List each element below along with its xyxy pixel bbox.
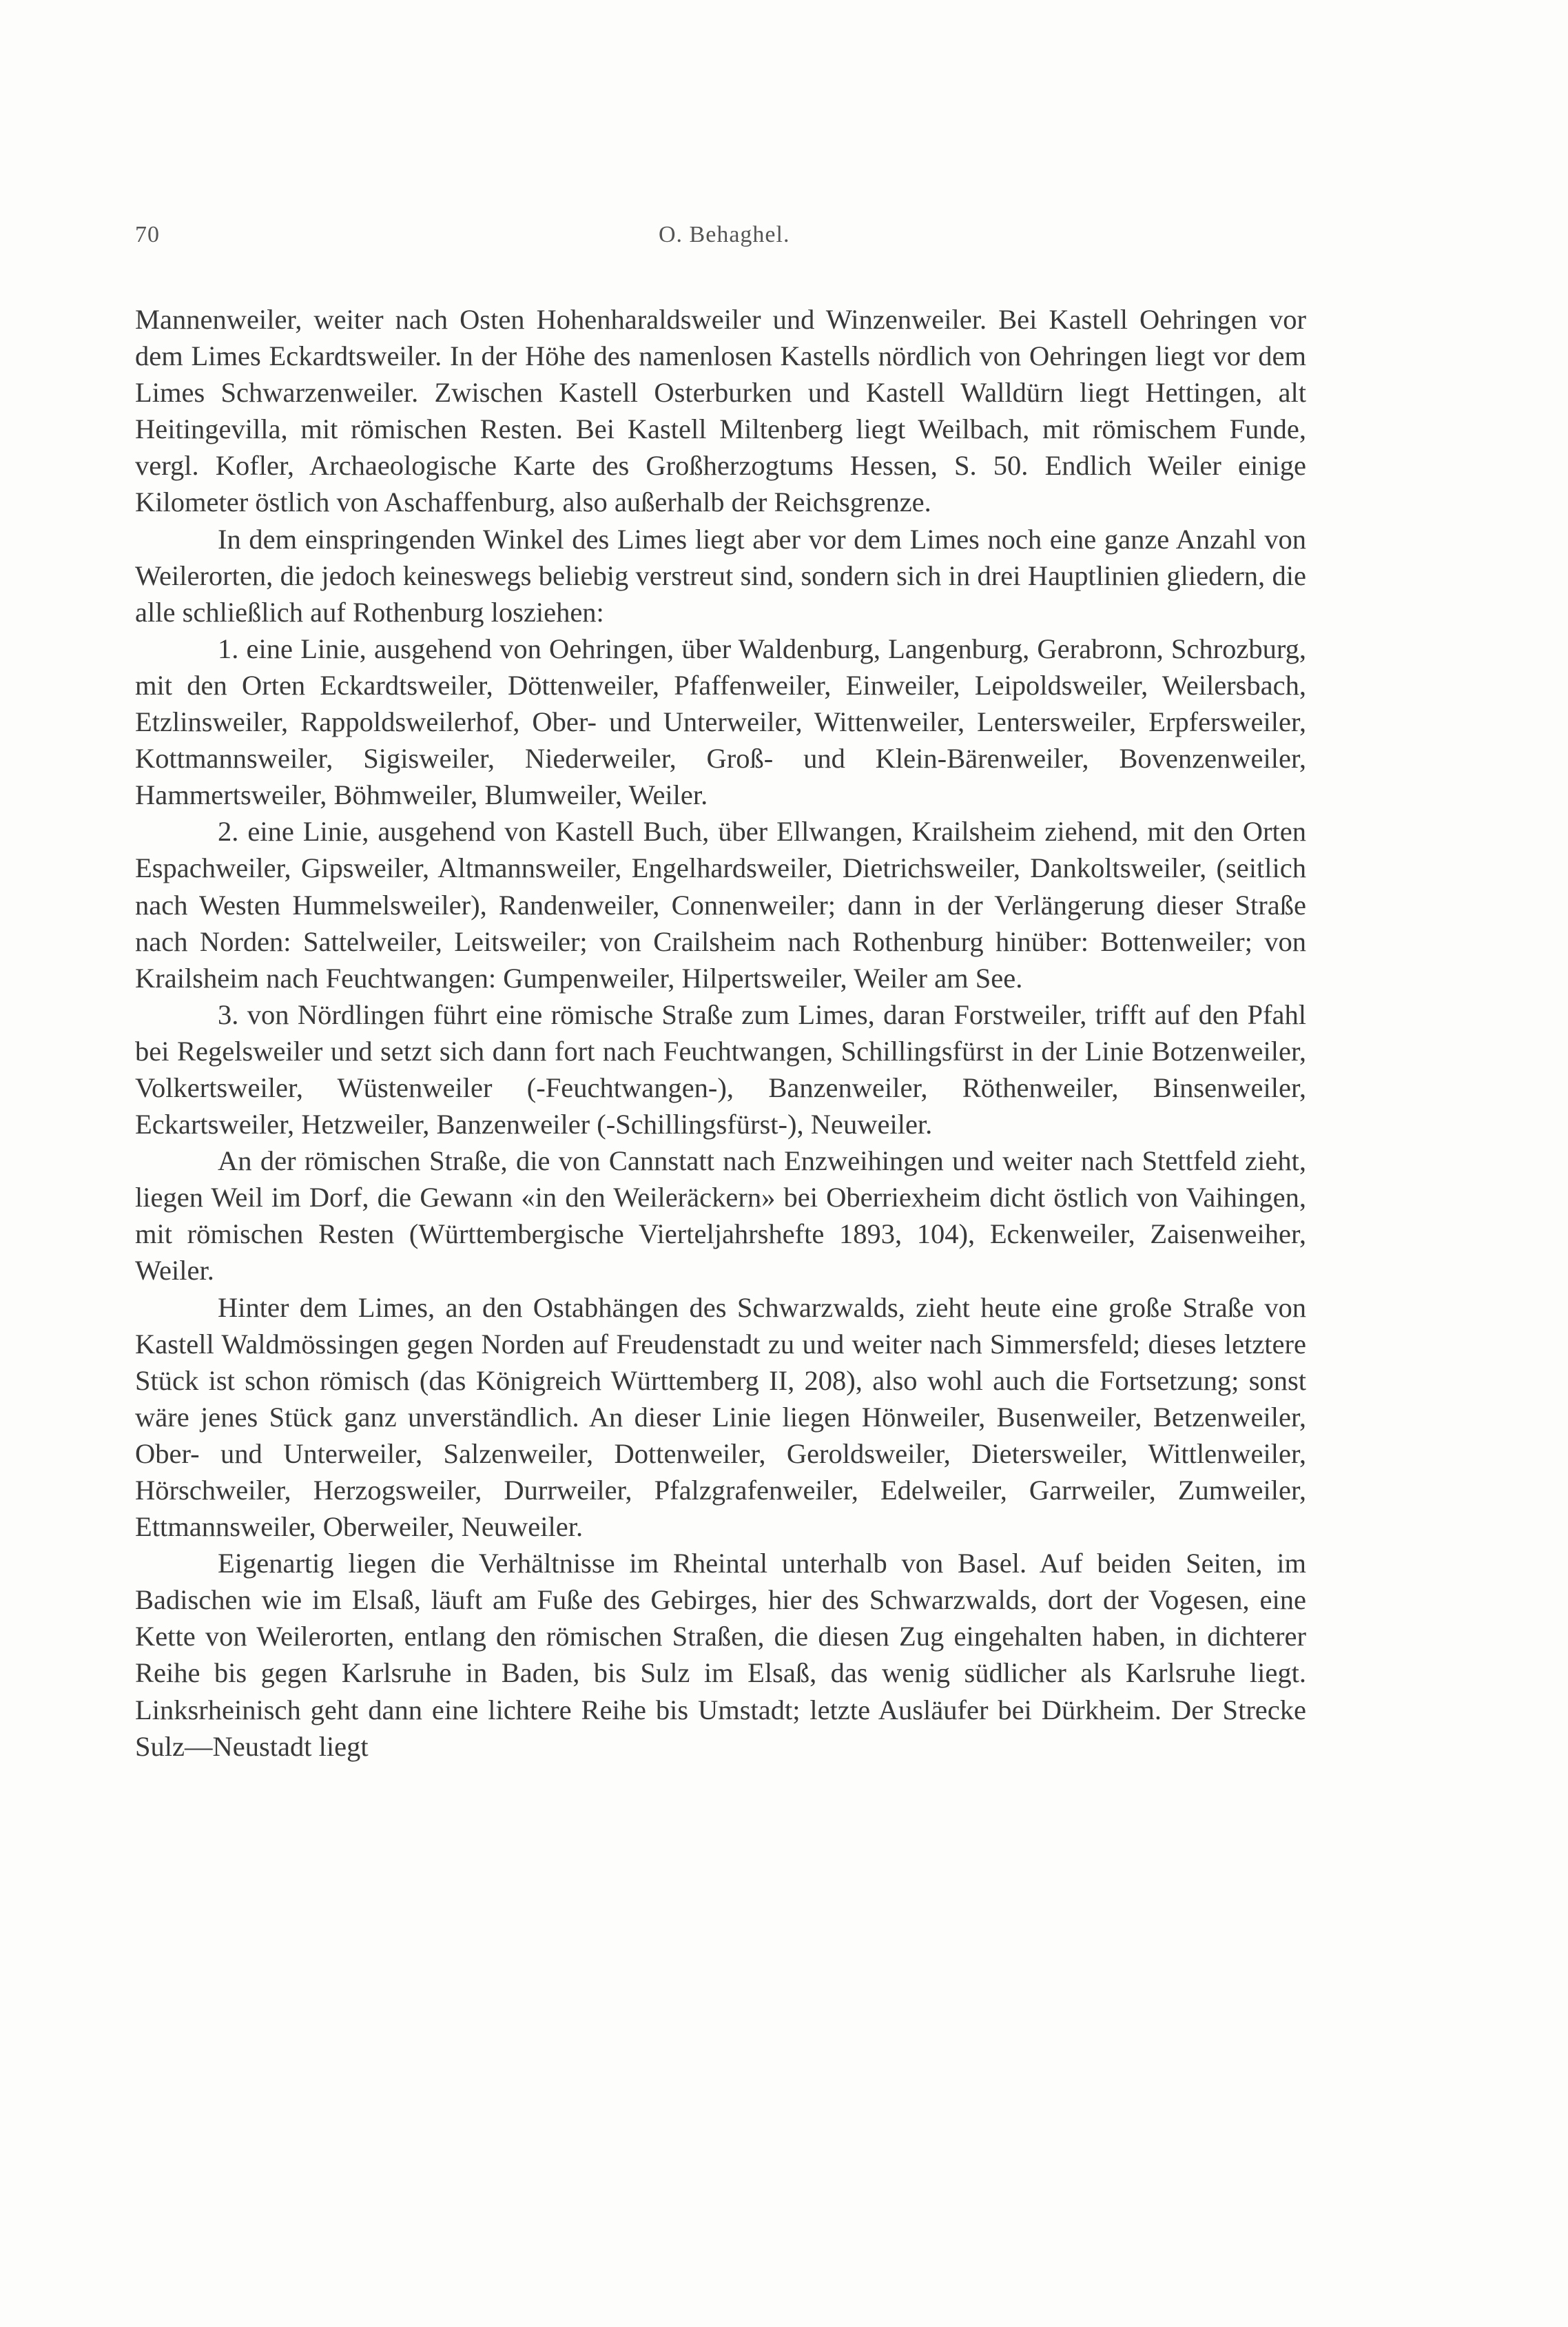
paragraph-line-1: 1. eine Linie, ausgehend von Oehringen, über Waldenburg, Langenburg, Gerabronn, Schrozburg, mit den Orten Eckardtsweiler, Döttenweiler, Pfaffenweiler, Einweiler, Leipoldsweiler, Weilersbach, Etzlinsweiler, Rappoldsweilerhof, Ober- und Unterweiler, Wittenweiler, Lentersweiler, Erpfersweiler, Kottmannsweiler, Sigisweiler, Niederweiler, Groß- und Klein-Bärenweiler, Bovenzenweiler, Hammertsweiler, Böhmweiler, Blumweiler, Weiler. — [135, 633, 1306, 811]
paragraph-cannstatt: An der römischen Straße, die von Cannstatt nach Enzweihingen und weiter nach Stettfeld zieht, liegen Weil im Dorf, die Gewann «in den Weileräckern» bei Oberriexheim dicht östlich von Vaihingen, mit römischen Resten (Württembergische Vierteljahrshefte 1893, 104), Eckenweiler, Zaisenweiher, Weiler. — [135, 1145, 1306, 1286]
paragraph-intro-list: In dem einspringenden Winkel des Limes liegt aber vor dem Limes noch eine ganze Anzahl von Weilerorten, die jedoch keineswegs beliebig verstreut sind, sondern sich in drei Hauptlinien gliedern, die alle schließlich auf Rothenburg losziehen: — [135, 523, 1306, 628]
running-head — [135, 222, 1306, 255]
body-text — [135, 301, 1306, 1765]
paragraph-schwarzwald: Hinter dem Limes, an den Ostabhängen des Schwarzwalds, zieht heute eine große Straße von Kastell Waldmössingen gegen Norden auf Freudenstadt zu und weiter nach Simmersfeld; dieses letztere Stück ist schon römisch (das Königreich Württemberg II, 208), also wohl auch die Fortsetzung; sonst wäre jenes Stück ganz unverständlich. An dieser Linie liegen Hönweiler, Busenweiler, Betzenweiler, Ober- und Unterweiler, Salzenweiler, Dottenweiler, Geroldsweiler, Dietersweiler, Wittlenweiler, Hörschweiler, Herzogsweiler, Durrweiler, Pfalzgrafenweiler, Edelweiler, Garrweiler, Zumweiler, Ettmannsweiler, Oberweiler, Neuweiler. — [135, 1291, 1306, 1543]
paragraph-continued: Mannenweiler, weiter nach Osten Hohenharaldsweiler und Winzenweiler. Bei Kastell Oehringen vor dem Limes Eckardtsweiler. In der Höhe des namenlosen Kastells nördlich von Oehringen liegt vor dem Limes Schwarzenweiler. Zwischen Kastell Osterburken und Kastell Walldürn liegt Hettingen, alt Heitingevilla, mit römischen Resten. Bei Kastell Miltenberg liegt Weilbach, mit römischem Funde, vergl. Kofler, Archaeologische Karte des Großherzogtums Hessen, S. 50. Endlich Weiler einige Kilometer östlich von Aschaffenburg, also außerhalb der Reichsgrenze. — [135, 304, 1306, 518]
running-head-author: O. Behaghel. — [659, 222, 790, 247]
paragraph-rheintal: Eigenartig liegen die Verhältnisse im Rheintal unterhalb von Basel. Auf beiden Seiten, im Badischen wie im Elsaß, läuft am Fuße des Gebirges, hier des Schwarzwalds, dort der Vogesen, eine Kette von Weilerorten, entlang den römischen Straßen, die diesen Zug eingehalten haben, in dichterer Reihe bis gegen Karlsruhe in Baden, bis Sulz im Elsaß, das wenig südlicher als Karlsruhe liegt. Linksrheinisch geht dann eine lichtere Reihe bis Umstadt; letzte Ausläufer bei Dürkheim. Der Strecke Sulz—Neustadt liegt — [135, 1548, 1306, 1762]
page-number: 70 — [135, 222, 160, 247]
paragraph-line-3: 3. von Nördlingen führt eine römische Straße zum Limes, daran Forstweiler, trifft auf den Pfahl bei Regelsweiler und setzt sich dann fort nach Feuchtwangen, Schillingsfürst in der Linie Botzenweiler, Volkertsweiler, Wüstenweiler (-Feuchtwangen-), Banzenweiler, Röthenweiler, Binsenweiler, Eckartsweiler, Hetzweiler, Banzenweiler (-Schillingsfürst-), Neuweiler. — [135, 998, 1306, 1140]
paragraph-line-2: 2. eine Linie, ausgehend von Kastell Buch, über Ellwangen, Krailsheim ziehend, mit den Orten Espachweiler, Gipsweiler, Altmannsweiler, Engelhardsweiler, Dietrichsweiler, Dankoltsweiler, (seitlich nach Westen Hummelsweiler), Randenweiler, Connenweiler; dann in der Verlängerung dieser Straße nach Norden: Sattelweiler, Leitsweiler; von Crailsheim nach Rothenburg hinüber: Bottenweiler; von Krailsheim nach Feuchtwangen: Gumpenweiler, Hilpertsweiler, Weiler am See. — [135, 816, 1306, 994]
